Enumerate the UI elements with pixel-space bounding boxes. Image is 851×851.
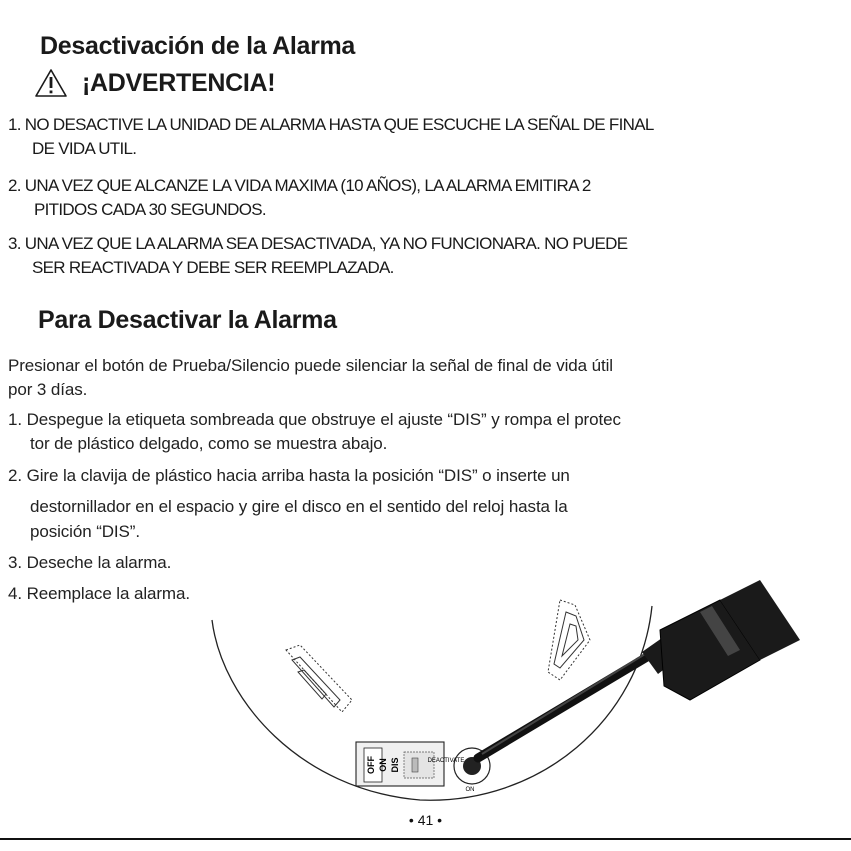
warning-item-2-line-2: PITIDOS CADA 30 SEGUNDOS. [34, 200, 266, 219]
deactivate-label: DEACTIVATE [427, 758, 465, 764]
step-4: 4. Reemplace la alarma. [8, 584, 190, 603]
section-title-deactivation: Desactivación de la Alarma [40, 32, 356, 60]
switch-label-on: ON [378, 758, 388, 772]
step-2-line-2: destornillador en el espacio y gire el disco en el sentido del reloj hasta la [30, 497, 568, 516]
switch-label-dis: DIS [390, 757, 400, 773]
left-mounting-clip [286, 645, 352, 712]
warning-item-3-line-1: 3. UNA VEZ QUE LA ALARMA SEA DESACTIVADA, YA NO FUNCIONARA. NO PUEDE [8, 234, 628, 253]
warning-item-1-line-2: DE VIDA UTIL. [32, 139, 137, 158]
page-number: • 41 • [408, 812, 443, 828]
right-mounting-clip [548, 600, 590, 680]
step-3: 3. Deseche la alarma. [8, 553, 172, 572]
warning-item-2-line-1: 2. UNA VEZ QUE ALCANZE LA VIDA MAXIMA (10 AÑOS), LA ALARMA EMITIRA 2 [8, 176, 591, 195]
screwdriver-icon [478, 580, 800, 758]
dial-on-label: ON [465, 787, 475, 793]
step-1-line-1: 1. Despegue la etiqueta sombreada que obstruye el ajuste “DIS” y rompa el protec [8, 410, 621, 429]
warning-heading: ¡ADVERTENCIA! [82, 68, 276, 97]
step-2-line-1: 2. Gire la clavija de plástico hacia arriba hasta la posición “DIS” o inserte un [8, 466, 570, 485]
deactivation-switch [356, 742, 444, 786]
warning-item-1-line-1: 1. NO DESACTIVE LA UNIDAD DE ALARMA HASTA QUE ESCUCHE LA SEÑAL DE FINAL [8, 115, 654, 134]
intro-line-1: Presionar el botón de Prueba/Silencio puede silenciar la señal de final de vida útil [8, 356, 613, 375]
switch-label-off: OFF [366, 756, 376, 774]
step-1-line-2: tor de plástico delgado, como se muestra abajo. [30, 434, 388, 453]
bottom-rule [0, 838, 851, 840]
step-2-line-3: posición “DIS”. [30, 522, 140, 541]
section-title-how-to-deactivate: Para Desactivar la Alarma [38, 306, 337, 334]
warning-item-3-line-2: SER REACTIVADA Y DEBE SER REEMPLAZADA. [32, 258, 394, 277]
intro-line-2: por 3 días. [8, 380, 88, 399]
